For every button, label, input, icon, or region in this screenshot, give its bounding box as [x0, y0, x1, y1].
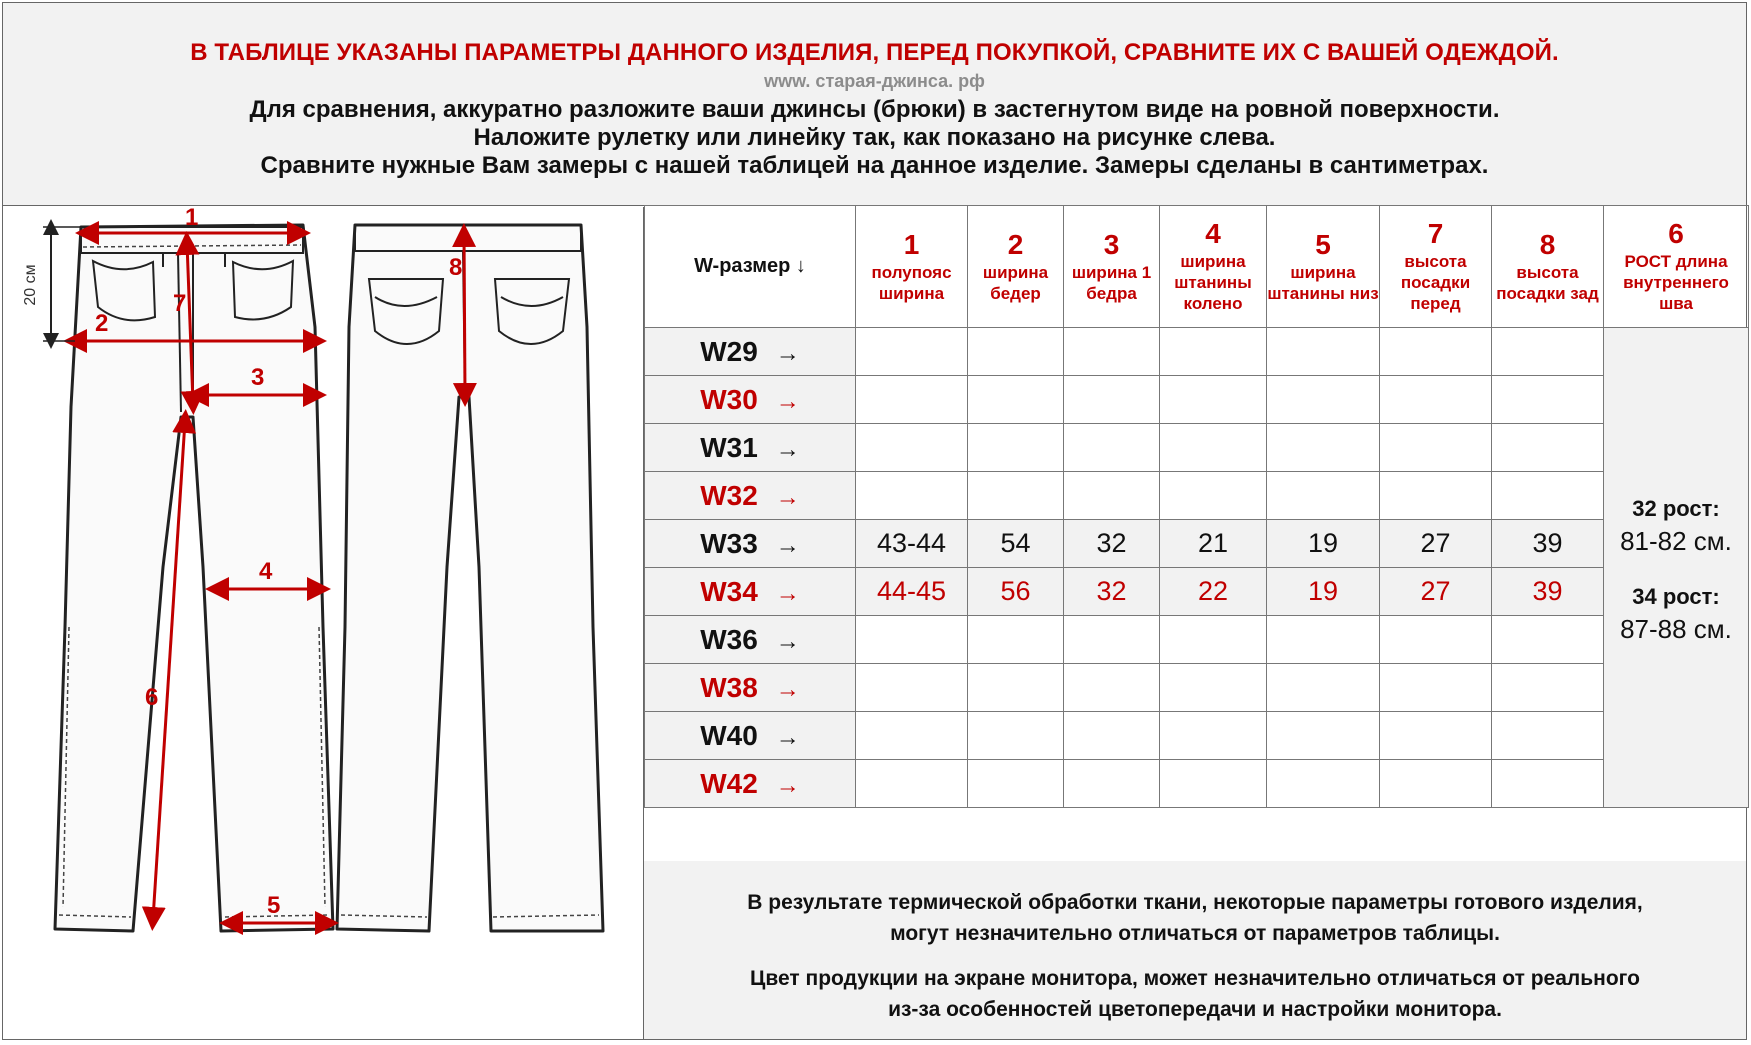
- rost-32-label: 32: [1632, 495, 1657, 521]
- measure-cell: 27: [1380, 520, 1492, 568]
- table-row: [645, 424, 1749, 472]
- measure-cell: [1492, 376, 1604, 424]
- size-label: W40: [700, 719, 758, 751]
- measure-cell: [1160, 328, 1267, 376]
- row-arrow-icon: →: [775, 339, 800, 367]
- measure-cell: 44-45: [856, 568, 968, 616]
- measure-cell: [1160, 376, 1267, 424]
- height-20cm-label: 20 см: [22, 264, 39, 306]
- rost-32-word: рост:: [1656, 495, 1720, 521]
- size-label-cell: [645, 712, 856, 760]
- col-header-4: 4 ширина штанины колено: [1160, 206, 1267, 328]
- row-arrow-icon: →: [775, 531, 800, 559]
- marker-5: 5: [267, 892, 281, 919]
- measure-cell: [1267, 760, 1380, 808]
- footer-note-1: В результате термической обработки ткани, некоторые параметры готового изделия, могут незначительно отличаться от параметров таблицы.: [747, 891, 1643, 945]
- size-label-cell: [645, 760, 856, 808]
- table-row: [645, 472, 1749, 520]
- measure-cell: [1380, 664, 1492, 712]
- measure-cell: [968, 712, 1064, 760]
- measure-cell: [856, 424, 968, 472]
- measure-cell: [1267, 616, 1380, 664]
- measure-cell: [856, 760, 968, 808]
- size-label: W32: [700, 479, 758, 511]
- measure-cell: 43-44: [856, 520, 968, 568]
- measure-cell: 32: [1064, 568, 1160, 616]
- jeans-diagram: [3, 207, 644, 1039]
- marker-1: 1: [185, 207, 199, 231]
- size-label-cell: [645, 520, 856, 568]
- header-title: В ТАБЛИЦЕ УКАЗАНЫ ПАРАМЕТРЫ ДАННОГО ИЗДЕЛИЯ, ПЕРЕД ПОКУПКОЙ, СРАВНИТЕ ИХ С ВАШЕЙ ОДЕЖДОЙ.: [190, 39, 1559, 66]
- measure-cell: 32: [1064, 520, 1160, 568]
- measure-cell: [1492, 760, 1604, 808]
- measure-cell: [856, 328, 968, 376]
- measure-cell: [968, 424, 1064, 472]
- size-label-cell: [645, 328, 856, 376]
- measure-cell: [1492, 328, 1604, 376]
- marker-3: 3: [251, 364, 265, 391]
- measure-cell: [1160, 472, 1267, 520]
- measure-cell: [856, 376, 968, 424]
- measure-cell: [968, 616, 1064, 664]
- measure-cell: [1160, 424, 1267, 472]
- col-header-2: 2 ширина бедер: [968, 206, 1064, 328]
- rost-34-word: рост:: [1656, 583, 1720, 609]
- size-label: W34: [700, 575, 758, 607]
- size-label-cell: [645, 568, 856, 616]
- size-label: W29: [700, 335, 758, 367]
- measure-cell: [1064, 376, 1160, 424]
- measure-cell: [1380, 424, 1492, 472]
- measure-cell: 39: [1492, 520, 1604, 568]
- size-label-cell: [645, 376, 856, 424]
- size-label: W38: [700, 671, 758, 703]
- header-instruction-1: Для сравнения, аккуратно разложите ваши джинсы (брюки) в застегнутом виде на ровной поверхности.: [249, 96, 1500, 123]
- measure-cell: 54: [968, 520, 1064, 568]
- footer-notes: [644, 861, 1746, 1039]
- measure-cell: [1492, 664, 1604, 712]
- table-row: [645, 520, 1749, 568]
- measure-cell: [1160, 616, 1267, 664]
- table-row: [645, 712, 1749, 760]
- row-arrow-icon: →: [775, 387, 800, 415]
- measure-cell: [1160, 712, 1267, 760]
- measure-cell: [1380, 472, 1492, 520]
- measure-cell: [1267, 472, 1380, 520]
- col-header-3: 3 ширина 1 бедра: [1064, 206, 1160, 328]
- rost-cell: [1604, 328, 1749, 808]
- table-header-row: [645, 206, 1749, 328]
- header-panel: [3, 3, 1746, 206]
- jeans-measurement-illustration: [3, 207, 644, 1039]
- marker-6: 6: [145, 684, 159, 711]
- measure-cell: [1492, 424, 1604, 472]
- measure-cell: [1064, 328, 1160, 376]
- size-label-cell: [645, 616, 856, 664]
- footer-note-2: Цвет продукции на экране монитора, может незначительно отличаться от реального из-за особенностей цветопередачи и настройки монитора.: [750, 967, 1640, 1021]
- measure-cell: 21: [1160, 520, 1267, 568]
- measure-cell: [1160, 664, 1267, 712]
- table-row: [645, 760, 1749, 808]
- table-row: [645, 376, 1749, 424]
- measure-cell: 56: [968, 568, 1064, 616]
- size-label: W30: [700, 383, 758, 415]
- table-row: [645, 568, 1749, 616]
- measure-cell: [968, 472, 1064, 520]
- rost-34-label: 34: [1632, 583, 1657, 609]
- header-instruction-2: Наложите рулетку или линейку так, как показано на рисунке слева.: [473, 124, 1276, 151]
- measure-cell: [1064, 472, 1160, 520]
- measure-cell: [1064, 424, 1160, 472]
- measure-cell: [1064, 712, 1160, 760]
- header-instruction-3: Сравните нужные Вам замеры с нашей таблицей на данное изделие. Замеры сделаны в сантиметрах.: [260, 152, 1489, 179]
- measure-cell: [1064, 616, 1160, 664]
- measure-cell: [1380, 376, 1492, 424]
- col-header-8: 8 высота посадки зад: [1492, 206, 1604, 328]
- table-row: [645, 328, 1749, 376]
- table-row: [645, 616, 1749, 664]
- measure-cell: [1380, 760, 1492, 808]
- size-column-header: W-размер ↓: [645, 206, 856, 328]
- row-arrow-icon: →: [775, 579, 800, 607]
- measure-cell: [968, 376, 1064, 424]
- marker-7: 7: [173, 290, 187, 317]
- size-label: W42: [700, 767, 758, 799]
- measure-cell: [1267, 328, 1380, 376]
- measure-cell: [1064, 760, 1160, 808]
- measure-cell: 27: [1380, 568, 1492, 616]
- measure-cell: 19: [1267, 568, 1380, 616]
- size-label-cell: [645, 424, 856, 472]
- measure-cell: [1380, 328, 1492, 376]
- size-table: [644, 205, 1749, 808]
- row-arrow-icon: →: [775, 675, 800, 703]
- measure-cell: [1492, 472, 1604, 520]
- measure-cell: 19: [1267, 520, 1380, 568]
- table-row: [645, 664, 1749, 712]
- measure-cell: [1492, 616, 1604, 664]
- size-label-cell: [645, 472, 856, 520]
- rost-32-value: 81-82 см.: [1620, 525, 1732, 556]
- row-arrow-icon: →: [775, 723, 800, 751]
- marker-4: 4: [259, 558, 273, 585]
- size-label: W33: [700, 527, 758, 559]
- measure-cell: [968, 760, 1064, 808]
- rost-34-value: 87-88 см.: [1620, 613, 1732, 644]
- measure-cell: [856, 472, 968, 520]
- measure-cell: [1380, 712, 1492, 760]
- row-arrow-icon: →: [775, 627, 800, 655]
- measure-cell: [856, 664, 968, 712]
- measure-cell: 22: [1160, 568, 1267, 616]
- col-header-6: 6 РОСТ длина внутреннего шва: [1604, 206, 1749, 328]
- col-header-7: 7 высота посадки перед: [1380, 206, 1492, 328]
- marker-2: 2: [95, 310, 109, 337]
- col-header-1: 1 полупояс ширина: [856, 206, 968, 328]
- measure-cell: [1267, 664, 1380, 712]
- row-arrow-icon: →: [775, 771, 800, 799]
- measure-cell: [968, 328, 1064, 376]
- row-arrow-icon: →: [775, 435, 800, 463]
- col-header-5: 5 ширина штанины низ: [1267, 206, 1380, 328]
- measure-cell: [1492, 712, 1604, 760]
- measure-cell: [856, 712, 968, 760]
- marker-8: 8: [449, 254, 463, 281]
- measure-cell: [1160, 760, 1267, 808]
- measure-cell: [1064, 664, 1160, 712]
- size-label-cell: [645, 664, 856, 712]
- header-site: www. старая-джинса. рф: [764, 71, 985, 91]
- measure-cell: 39: [1492, 568, 1604, 616]
- size-label: W36: [700, 623, 758, 655]
- measure-cell: [856, 616, 968, 664]
- measure-cell: [968, 664, 1064, 712]
- measure-cell: [1267, 712, 1380, 760]
- row-arrow-icon: →: [775, 483, 800, 511]
- measure-cell: [1380, 616, 1492, 664]
- measure-line-8: [464, 235, 465, 395]
- measure-cell: [1267, 424, 1380, 472]
- measure-cell: [1267, 376, 1380, 424]
- size-label: W31: [700, 431, 758, 463]
